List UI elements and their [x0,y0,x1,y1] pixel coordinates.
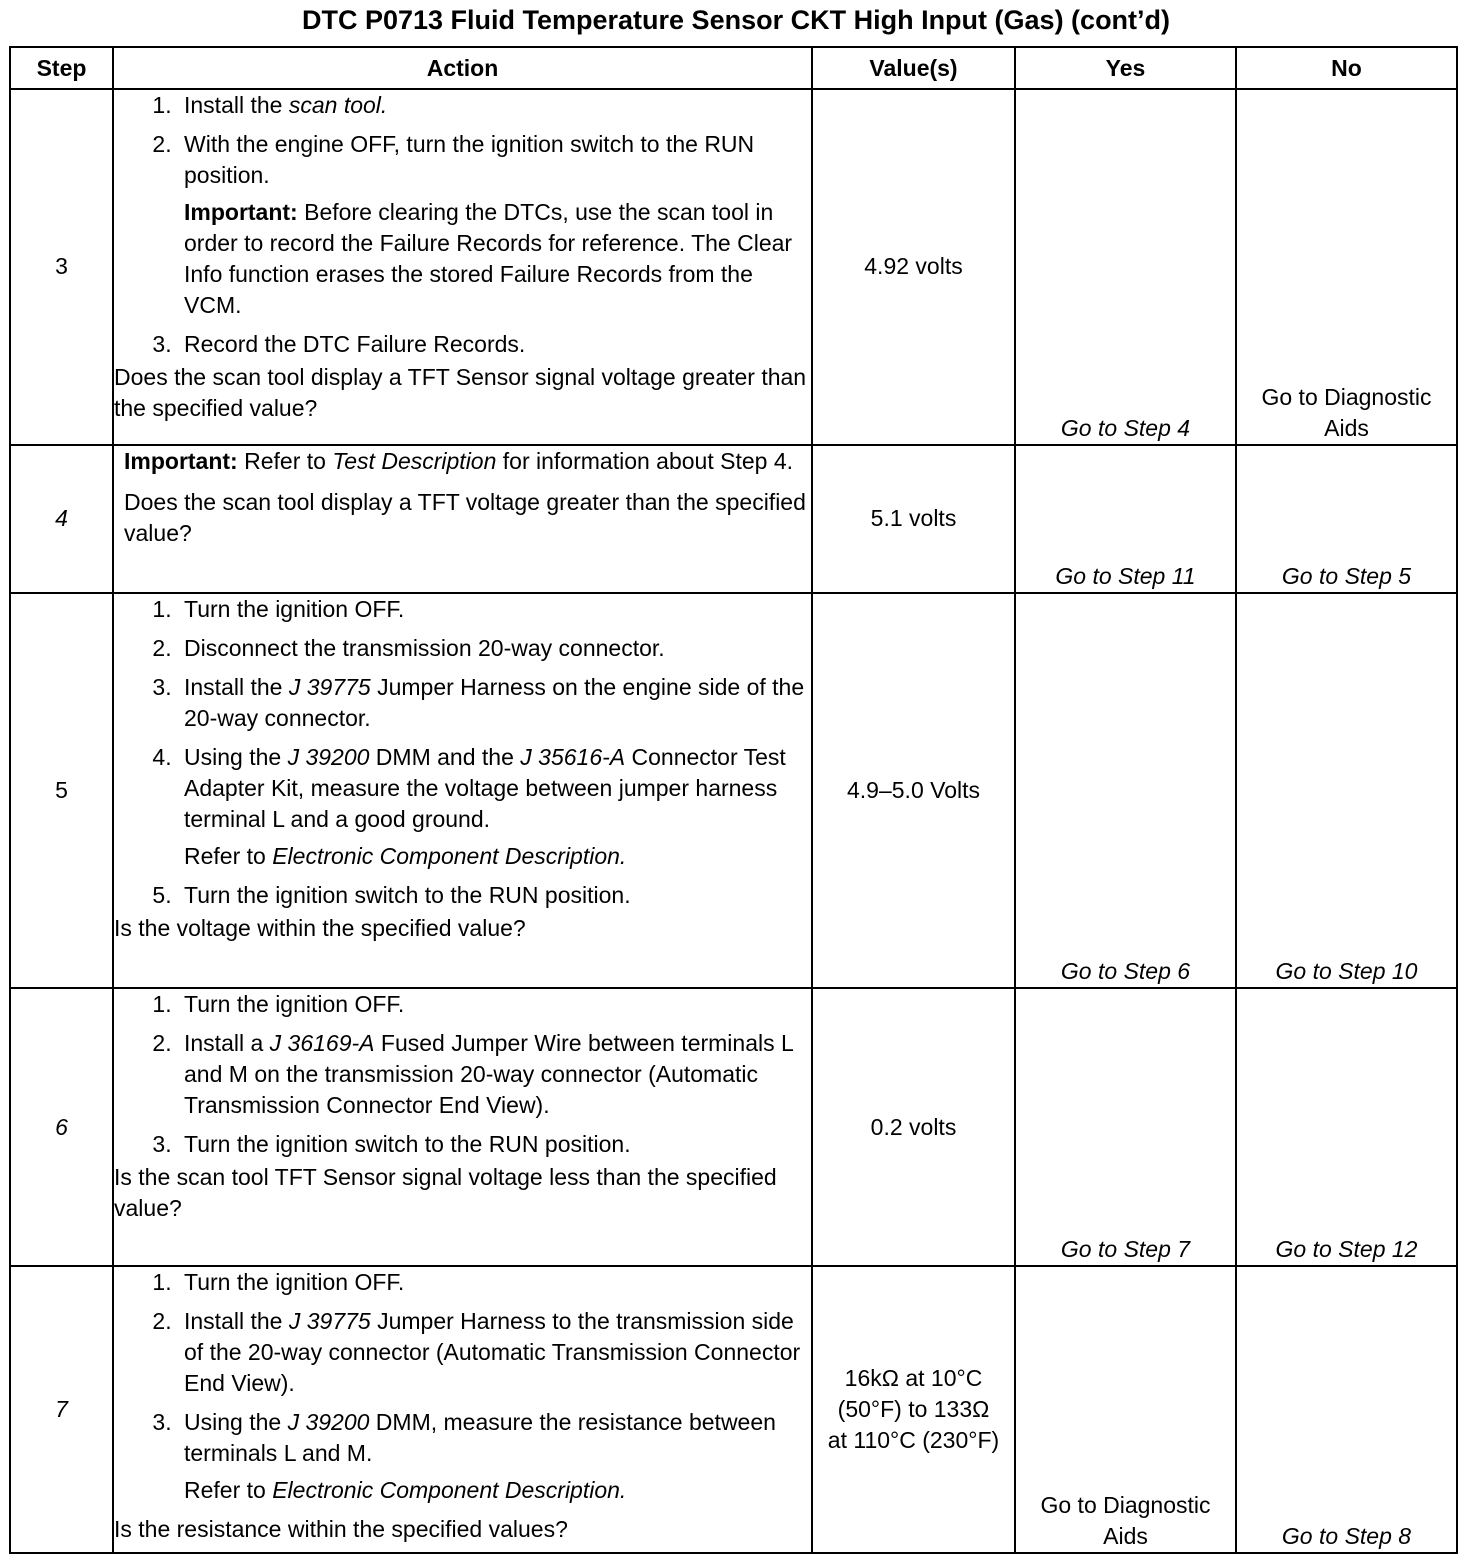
list-item [178,989,811,1020]
tool-name: J 36169-A [269,1029,375,1056]
yes-cell: Go to Step 4 [1015,89,1236,445]
important-note [124,446,811,477]
text: Jumper Harness on the engine side of the 20-way connector. [184,674,805,732]
table-row-step-6 [10,988,1457,1267]
reference-title: Electronic Component Description. [272,1477,627,1504]
text: Turn the ignition OFF. [184,1269,405,1296]
table-row-step-7 [10,1266,1457,1553]
question: Does the scan tool display a TFT voltage greater than the specified value? [124,488,806,546]
tool-name: J 39775 [288,674,371,701]
text: for information about Step 4. [496,447,794,474]
value-cell: 4.9–5.0 Volts [812,593,1015,988]
list-item [178,129,811,321]
action-cell [113,445,812,593]
reference-title: Test Description [332,447,497,474]
text: With the engine OFF, turn the ignition switch to the RUN position. [184,131,755,188]
action-cell [113,1266,812,1553]
text: Record the DTC Failure Records. [184,331,526,357]
tool-name: scan tool. [288,92,388,118]
text: Fused Jumper Wire between terminals L and M on the transmission 20-way connector (Automatic Transmission Connector End View). [184,1029,793,1118]
question: Is the voltage within the specified value? [114,915,526,942]
action-list [114,90,811,360]
page-title: DTC P0713 Fluid Temperature Sensor CKT High Input (Gas) (cont’d) [301,5,1171,35]
text: Install the [184,674,289,701]
header-yes: Yes [1015,47,1236,89]
step-number: 7 [10,1266,113,1553]
text: Jumper Harness to the transmission side of the 20-way connector (Automatic Transmission Connector End View). [184,1308,801,1397]
action-list [114,989,811,1160]
list-item [178,329,811,360]
action-cell [113,988,812,1267]
text: Refer to [184,843,273,870]
value-cell: 0.2 volts [812,988,1015,1267]
text: Install the [184,1308,289,1335]
no-cell: Go to Step 8 [1236,1266,1457,1553]
list-item [178,633,811,664]
yes-cell: Go to Step 6 [1015,593,1236,988]
question: Is the scan tool TFT Sensor signal voltage less than the specified value? [114,1163,777,1221]
yes-cell: Go to Diagnostic Aids [1015,1266,1236,1553]
refer-note [184,1475,811,1506]
text: Turn the ignition OFF. [184,596,405,623]
text: Turn the ignition switch to the RUN position. [184,1130,631,1157]
header-no: No [1236,47,1457,89]
list-item [178,1129,811,1160]
step-number: 4 [10,445,113,593]
reference-title: Electronic Component Description. [272,843,627,870]
text: Using the [184,1409,288,1436]
step-number: 6 [10,988,113,1267]
text: Before clearing the DTCs, use the scan tool in order to record the Failure Records for reference. The Clear Info function erases the stored Failure Records from the VCM. [184,199,793,318]
action-list [114,1267,811,1506]
diagnostic-table [9,46,1458,1554]
value-cell: 16kΩ at 10°C (50°F) to 133Ω at 110°C (230°F) [812,1266,1015,1553]
list-item [178,1267,811,1298]
header-values: Value(s) [812,47,1015,89]
step-number: 3 [10,89,113,445]
important-label: Important: [184,199,298,225]
list-item [178,672,811,734]
value-cell: 4.92 volts [812,89,1015,445]
refer-note [184,841,811,872]
table-row-step-5 [10,593,1457,988]
action-cell [113,89,812,445]
list-item [178,1028,811,1121]
action-list [114,594,811,911]
header-step: Step [10,47,113,89]
step-number: 5 [10,593,113,988]
tool-name: J 39775 [288,1308,371,1335]
header-action: Action [113,47,812,89]
tool-name: J 35616-A [520,744,626,771]
action-cell [113,593,812,988]
tool-name: J 39200 [287,1409,370,1436]
text: Install a [184,1029,270,1056]
no-cell: Go to Step 10 [1236,593,1457,988]
question: Does the scan tool display a TFT Sensor signal voltage greater than the specified value? [114,364,807,421]
list-item [178,594,811,625]
question: Is the resistance within the specified values? [114,1516,568,1543]
text: DMM and the [369,744,521,771]
important-note [184,197,811,321]
text: Disconnect the transmission 20-way connector. [184,635,665,662]
text: Install the [184,92,289,118]
yes-cell: Go to Step 7 [1015,988,1236,1267]
no-cell: Go to Diagnostic Aids [1236,89,1457,445]
table-header-row [10,47,1457,89]
list-item [178,880,811,911]
important-label: Important: [124,447,238,474]
value-cell: 5.1 volts [812,445,1015,593]
text: Turn the ignition switch to the RUN position. [184,882,631,909]
tool-name: J 39200 [287,744,370,771]
no-cell: Go to Step 5 [1236,445,1457,593]
yes-cell: Go to Step 11 [1015,445,1236,593]
list-item [178,1306,811,1399]
list-item [178,1407,811,1506]
no-cell: Go to Step 12 [1236,988,1457,1267]
text: Refer to [237,447,333,474]
list-item [178,742,811,872]
table-row-step-3 [10,89,1457,445]
table-row-step-4 [10,445,1457,593]
text: Turn the ignition OFF. [184,990,405,1017]
text: Using the [184,744,288,771]
text: DMM, measure the resistance between terminals L and M. [184,1409,776,1467]
list-item [178,90,811,121]
text: Connector Test Adapter Kit, measure the voltage between jumper harness terminal L and a good ground. [184,744,786,833]
text: Refer to [184,1477,273,1504]
